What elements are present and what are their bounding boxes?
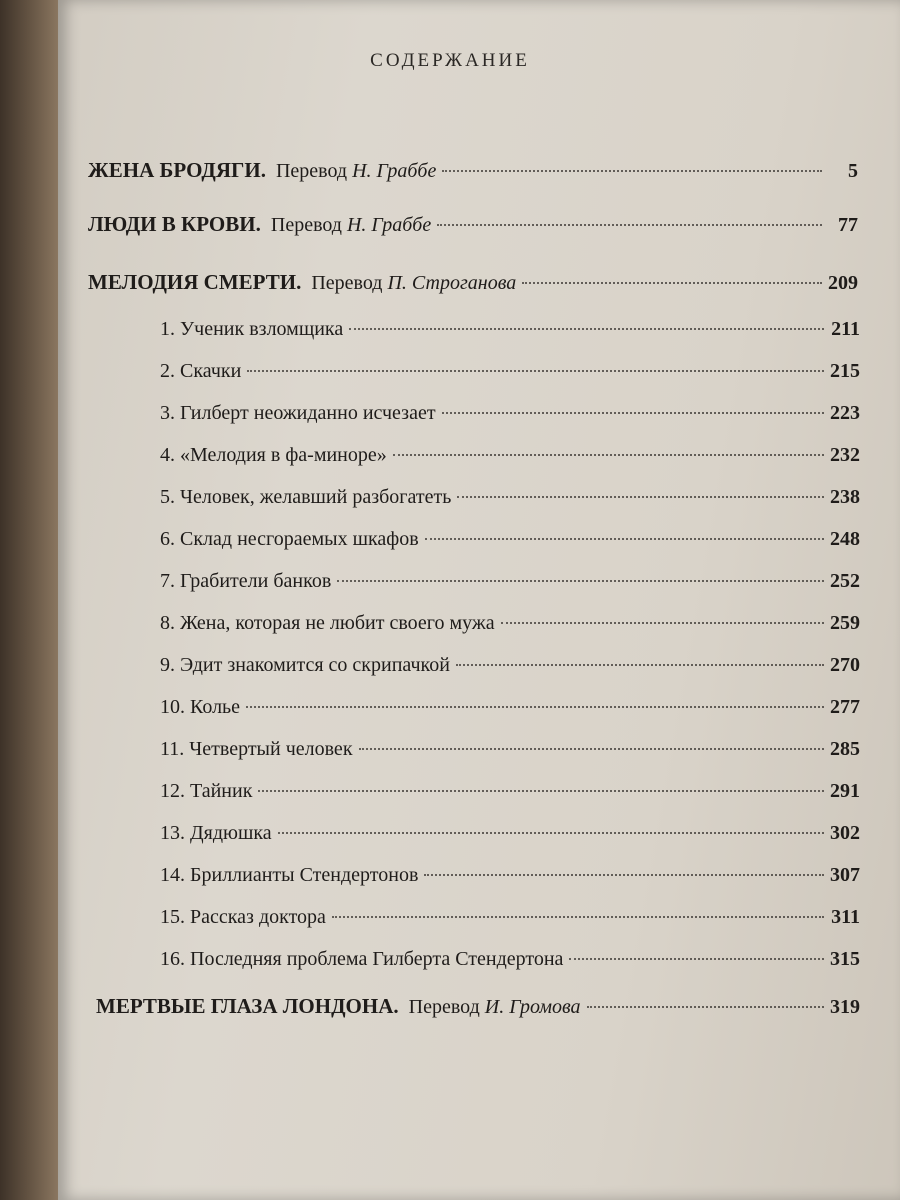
leader-dots: [359, 748, 824, 750]
page-number: 291: [830, 780, 860, 802]
page-number: 270: [830, 654, 860, 676]
page-number: 277: [830, 696, 860, 718]
chapter-title: 3. Гилберт неожиданно исчезает: [160, 402, 436, 424]
book-spine-shadow: [0, 0, 58, 1200]
translator-credit: [276, 160, 436, 183]
translator-name: И. Громова: [484, 996, 581, 1018]
translator-prefix: Перевод: [270, 214, 342, 236]
page-number: 223: [830, 402, 860, 424]
leader-dots: [522, 282, 822, 284]
page-number: 238: [830, 486, 860, 508]
chapter-title: 4. «Мелодия в фа-миноре»: [160, 444, 387, 466]
chapter-title: 9. Эдит знакомится со скрипачкой: [160, 654, 450, 676]
leader-dots: [442, 412, 824, 414]
chapter-title: 14. Бриллианты Стендертонов: [160, 864, 419, 886]
toc-section: [88, 212, 858, 237]
section-title: МЕЛОДИЯ СМЕРТИ.: [88, 270, 302, 294]
leader-dots: [425, 538, 824, 540]
page-number: 209: [828, 272, 858, 294]
leader-dots: [569, 958, 824, 960]
leader-dots: [349, 328, 824, 330]
toc-section: [96, 994, 860, 1019]
chapter-title: 2. Скачки: [160, 360, 242, 382]
toc-chapter: [160, 612, 860, 635]
toc-chapter: [160, 402, 860, 425]
translator-name: П. Строганова: [387, 272, 517, 294]
page-number: 285: [830, 738, 860, 760]
page-number: 215: [830, 360, 860, 382]
chapter-title: 5. Человек, желавший разбогатеть: [160, 486, 452, 508]
toc-chapter: [160, 780, 860, 803]
translator-name: Н. Граббе: [352, 160, 437, 182]
toc-chapter: [160, 318, 860, 341]
page-title: СОДЕРЖАНИЕ: [370, 50, 530, 71]
leader-dots: [501, 622, 824, 624]
toc-section: [88, 270, 858, 295]
page-number: 211: [831, 318, 860, 340]
leader-dots: [456, 664, 824, 666]
translator-credit: [311, 272, 516, 295]
leader-dots: [332, 916, 824, 918]
translator-prefix: Перевод: [408, 996, 480, 1018]
section-title: ЖЕНА БРОДЯГИ.: [88, 158, 266, 182]
chapter-title: 7. Грабители банков: [160, 570, 332, 592]
chapter-title: 15. Рассказ доктора: [160, 906, 326, 928]
leader-dots: [442, 170, 822, 172]
page-number: 307: [830, 864, 860, 886]
page-number: 311: [831, 906, 860, 928]
toc-chapter: [160, 654, 860, 677]
section-title: ЛЮДИ В КРОВИ.: [88, 212, 261, 236]
toc-chapter: [160, 822, 860, 845]
toc-chapter: [160, 696, 860, 719]
chapter-title: 16. Последняя проблема Гилберта Стендертона: [160, 948, 564, 970]
chapter-title: 10. Колье: [160, 696, 241, 718]
toc-section: [88, 158, 858, 183]
toc-chapter: [160, 444, 860, 467]
chapter-title: 1. Ученик взломщика: [160, 318, 344, 340]
page-number: 77: [838, 214, 858, 236]
translator-credit: [271, 214, 431, 237]
leader-dots: [457, 496, 824, 498]
leader-dots: [587, 1006, 824, 1008]
leader-dots: [246, 706, 824, 708]
leader-dots: [247, 370, 824, 372]
toc-chapter: [160, 906, 860, 929]
toc-chapter: [160, 738, 860, 761]
page-number: 319: [830, 996, 860, 1018]
chapter-title: 11. Четвертый человек: [160, 738, 353, 760]
page-number: 5: [848, 160, 858, 182]
translator-credit: [409, 996, 581, 1019]
toc-chapter: [160, 570, 860, 593]
toc-chapter: [160, 486, 860, 509]
page-number: 252: [830, 570, 860, 592]
leader-dots: [437, 224, 822, 226]
page-number: 302: [830, 822, 860, 844]
leader-dots: [424, 874, 824, 876]
toc-chapter: [160, 360, 860, 383]
page-number: 248: [830, 528, 860, 550]
toc-chapter: [160, 864, 860, 887]
chapter-title: 13. Дядюшка: [160, 822, 272, 844]
section-title: МЕРТВЫЕ ГЛАЗА ЛОНДОНА.: [96, 994, 399, 1018]
translator-name: Н. Граббе: [346, 214, 432, 236]
page-number: 315: [830, 948, 860, 970]
leader-dots: [258, 790, 824, 792]
page-number: 232: [830, 444, 860, 466]
translator-prefix: Перевод: [311, 272, 383, 294]
chapter-title: 6. Склад несгораемых шкафов: [160, 528, 419, 550]
leader-dots: [393, 454, 824, 456]
toc-chapter: [160, 528, 860, 551]
toc-chapter: [160, 948, 860, 971]
chapter-title: 8. Жена, которая не любит своего мужа: [160, 612, 495, 634]
chapter-title: 12. Тайник: [160, 780, 253, 802]
page-number: 259: [830, 612, 860, 634]
leader-dots: [278, 832, 824, 834]
translator-prefix: Перевод: [275, 160, 348, 182]
leader-dots: [337, 580, 824, 582]
